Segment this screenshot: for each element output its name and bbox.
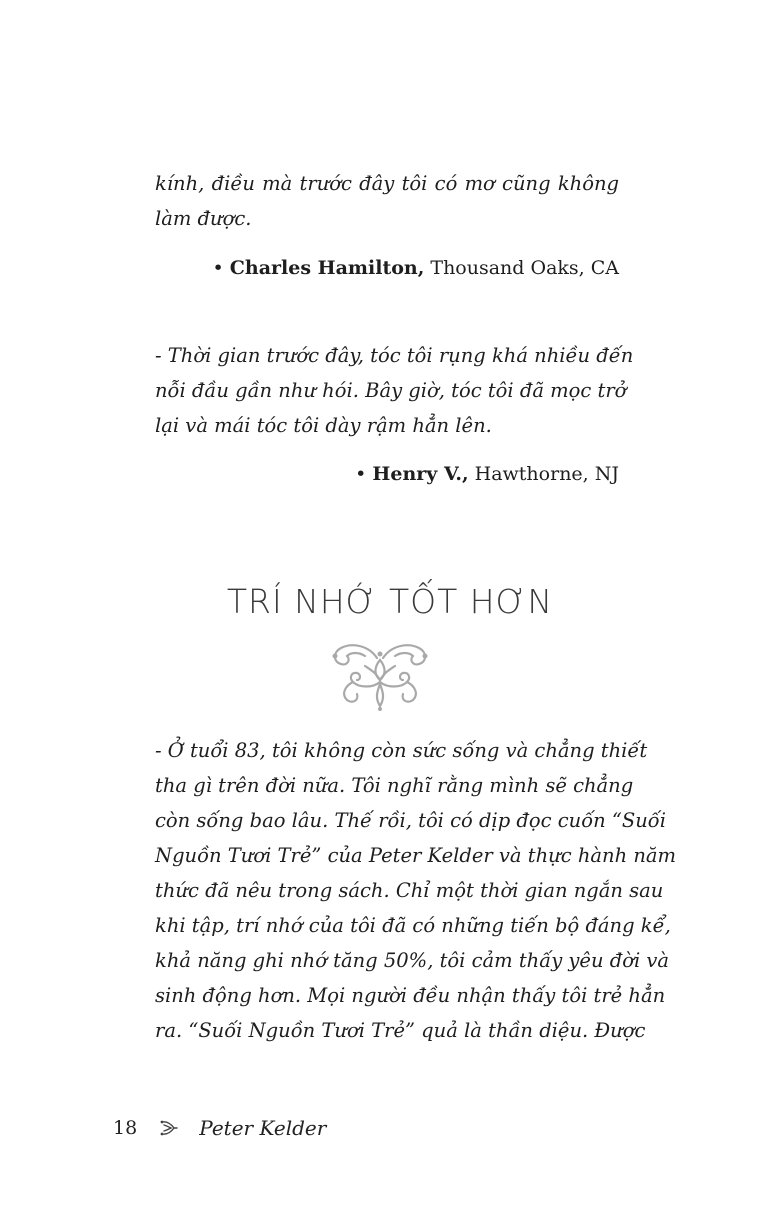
section-heading: TRÍ NHỚ TỐT HƠN <box>226 582 554 621</box>
text-line: lại và mái tóc tôi dày rậm hẳn lên. <box>155 414 492 437</box>
testimonial-3-text <box>155 733 677 1048</box>
text-line: tha gì trên đời nữa. Tôi nghĩ rằng mình sẽ chẳng <box>155 774 634 797</box>
text-line: kính, điều mà trước đây tôi có mơ cũng không <box>155 172 619 195</box>
text-line: còn sống bao lâu. Thế rồi, tôi có dịp đọc cuốn “Suối <box>155 809 666 832</box>
text-line: nỗi đầu gần như hói. Bây giờ, tóc tôi đã mọc trở <box>155 379 627 402</box>
attribution-place: Hawthorne, NJ <box>474 463 619 485</box>
page-number: 18 <box>113 1117 138 1139</box>
testimonial-2-text <box>155 338 634 443</box>
testimonial-1-text <box>155 166 619 236</box>
attribution-place: Thousand Oaks, CA <box>430 257 619 279</box>
page-footer <box>113 1113 326 1141</box>
text-line: khi tập, trí nhớ của tôi đã có những tiến bộ đáng kể, <box>155 914 671 937</box>
text-line: sinh động hơn. Mọi người đều nhận thấy tôi trẻ hẳn <box>155 984 666 1007</box>
text-line: thức đã nêu trong sách. Chỉ một thời gian ngắn sau <box>155 879 664 902</box>
testimonial-2-attribution: • Henry V., Hawthorne, NJ <box>355 463 619 485</box>
floral-ornament-icon <box>325 636 435 712</box>
text-line: ra. “Suối Nguồn Tươi Trẻ” quả là thần diệu. Được <box>155 1019 646 1042</box>
text-line: Nguồn Tươi Trẻ” của Peter Kelder và thực hành năm <box>155 844 677 867</box>
attribution-name: Henry V., <box>372 463 469 485</box>
author-name: Peter Kelder <box>199 1116 327 1140</box>
fleuron-icon <box>159 1118 179 1138</box>
text-line: - Ở tuổi 83, tôi không còn sức sống và chẳng thiết <box>155 739 648 762</box>
text-line: làm được. <box>155 207 252 230</box>
testimonial-1-attribution: • Charles Hamilton, Thousand Oaks, CA <box>212 257 619 279</box>
attribution-name: Charles Hamilton, <box>229 257 425 279</box>
text-line: khả năng ghi nhớ tăng 50%, tôi cảm thấy yêu đời và <box>155 949 670 972</box>
text-line: - Thời gian trước đây, tóc tôi rụng khá nhiều đến <box>155 344 634 367</box>
